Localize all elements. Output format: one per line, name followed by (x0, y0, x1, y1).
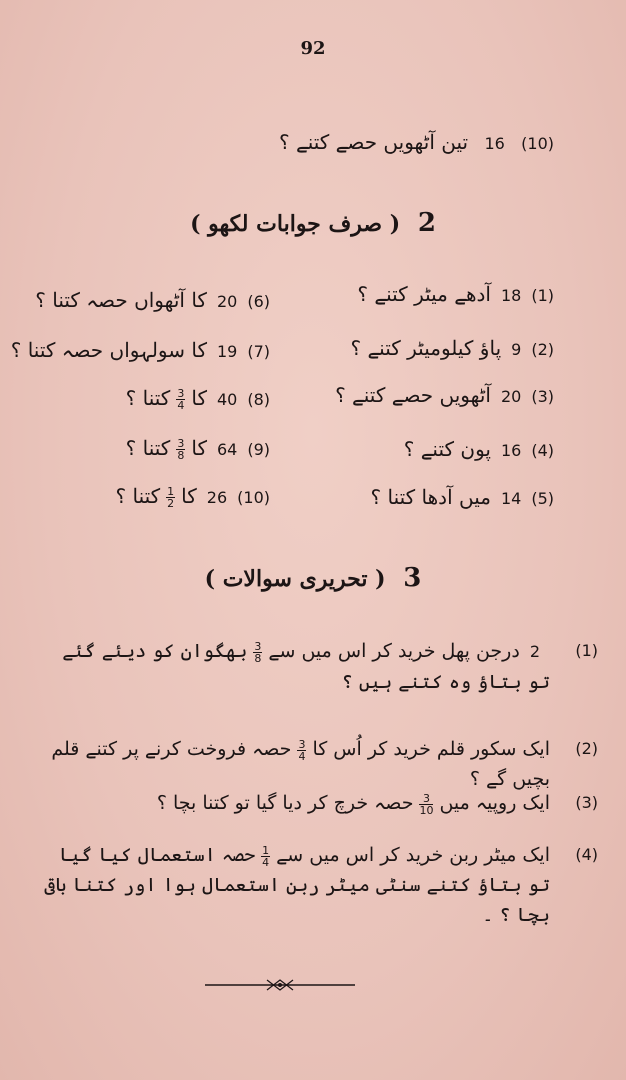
list-item: (9)64کا $\frac{3}{8}$ کتنا ؟ (125, 436, 270, 462)
fraction: $\frac{3}{10}$ (419, 791, 434, 817)
fraction: $\frac{3}{8}$ (177, 437, 185, 462)
section-title: ( تحریری سوالات ) (204, 566, 386, 592)
fraction: $\frac{3}{4}$ (298, 737, 306, 763)
word-problem: (1) 2درجن پھل خرید کر اس میں سے $\frac{3}{8}$ بھگوان کو دیئے گئے تو بتاؤ وہ کتنے ہیں ؟ (62, 639, 598, 693)
section-2-heading (0, 208, 626, 238)
list-item: (5)14میں آدھا کتنا ؟ (370, 485, 554, 509)
list-item: (6)20کا آٹھواں حصہ کتنا ؟ (35, 288, 270, 312)
word-problem: (2) ایک سکور قلم خرید کر اُس کا $\frac{3}{4}$ حصہ فروخت کرنے پر کتنے قلم بچیں گے ؟ (51, 737, 598, 790)
list-item: (1)18آدھے میٹر کتنے ؟ (357, 282, 554, 306)
section-title: ( صرف جوابات لکھو ) (190, 211, 401, 237)
fraction: $\frac{3}{8}$ (254, 639, 262, 665)
list-item: (2)9پاؤ کیلومیٹر کتنے ؟ (350, 336, 554, 360)
question-label: (10) (521, 134, 554, 153)
fraction: $\frac{1}{2}$ (167, 485, 175, 510)
list-item: (8)40کا $\frac{3}{4}$ کتنا ؟ (125, 386, 270, 412)
section-number: 3 (403, 563, 422, 593)
list-item: (7)19کا سولہواں حصہ کتنا ؟ (10, 338, 270, 362)
question-value: 16 (484, 134, 505, 153)
fraction: $\frac{1}{4}$ (262, 843, 270, 869)
list-item: (3)20آٹھویں حصے کتنے ؟ (335, 383, 554, 407)
ornament-divider-icon (205, 975, 355, 995)
section-3-heading (0, 563, 626, 593)
carry-over-question (279, 130, 554, 154)
page-number: 92 (300, 38, 326, 59)
question-text: تین آٹھویں حصے کتنے ؟ (279, 130, 469, 154)
section-number: 2 (417, 208, 436, 238)
word-problem: (4) ایک میٹر ربن خرید کر اس میں سے $\frac{1}{4}$ حصہ استعمال کیا گیا تو بتاؤ کتنے سنٹی میٹر ربن استعمال ہوا اور کتنا باقی بچا ؟ ۔ (44, 843, 598, 926)
list-item: (10)26کا $\frac{1}{2}$ کتنا ؟ (115, 484, 270, 510)
list-item: (4)16پون کتنے ؟ (403, 437, 554, 461)
word-problem: (3) ایک روپیہ میں $\frac{3}{10}$ حصہ خرچ کر دیا گیا تو کتنا بچا ؟ (156, 791, 598, 817)
fraction: $\frac{3}{4}$ (177, 387, 185, 412)
